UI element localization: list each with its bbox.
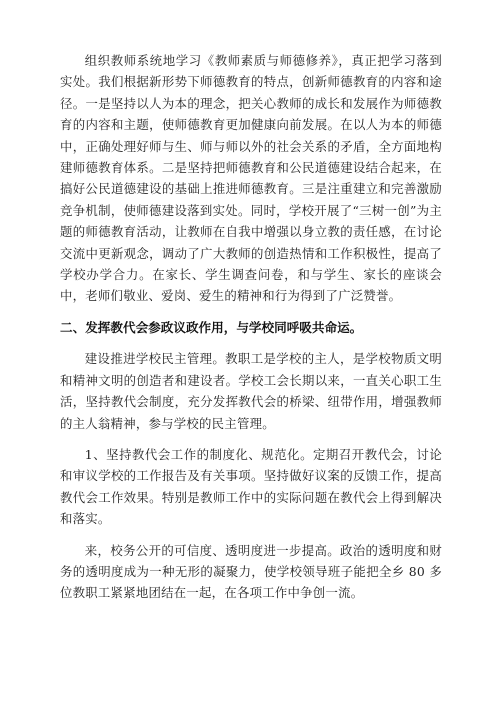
paragraph-teacher-ethics: 组织教师系统地学习《教师素质与师德修养》，真正把学习落到实处。我们根据新形势下师德教育的特点，创新师德教育的内容和途径。一是坚持以人为本的理念，把关心教师的成长和发展作为师德教育的内容和主题，使师德教育更加健康向前发展。在以人为本的师德中，正确处理好师与生、师与师以外的社会关系的矛盾，全方面地构建师德教育体系。二是坚持把师德教育和公民道德建设结合起来，在搞好公民道德建设的基础上推进师德教育。三是注重建立和完善激励竞争机制，使师德建设落到实处。同时，学校开展了“三树一创”为主题的师德教育活动，让教师在自我中增强以身立教的责任感，在讨论交流中更新观念，调动了广大教师的创造热情和工作积极性，提高了学校办学合力。在家长、学生调查问卷，和与学生、家长的座谈会中，老师们敬业、爱岗、爱生的精神和行为得到了广泛赞誉。 [60, 53, 442, 304]
paragraph-congress-institutionalization: 1、坚持教代会工作的制度化、规范化。定期召开教代会，讨论和审议学校的工作报告及有关事项。坚持做好议案的反馈工作，提高教代会工作效果。特别是教师工作中的实际问题在教代会上得到解决和落实。 [60, 446, 442, 527]
paragraph-democratic-management: 建设推进学校民主管理。教职工是学校的主人，是学校物质文明和精神文明的创造者和建设者。学校工会长期以来，一直关心职工生活，坚持教代会制度，充分发挥教代会的桥梁、纽带作用，增强教师的主人翁精神，参与学校的民主管理。 [60, 351, 442, 431]
section-heading-staff-congress: 二、发挥教代会参政议政作用，与学校同呼吸共命运。 [60, 319, 363, 335]
paragraph-school-affairs-transparency: 来，校务公开的可信度、透明度进一步提高。政治的透明度和财务的透明度成为一种无形的凝聚力，使学校领导班子能把全乡 80 多位教职工紧紧地团结在一起，在各项工作中争创一流。 [60, 542, 442, 601]
document-body [60, 50, 442, 604]
